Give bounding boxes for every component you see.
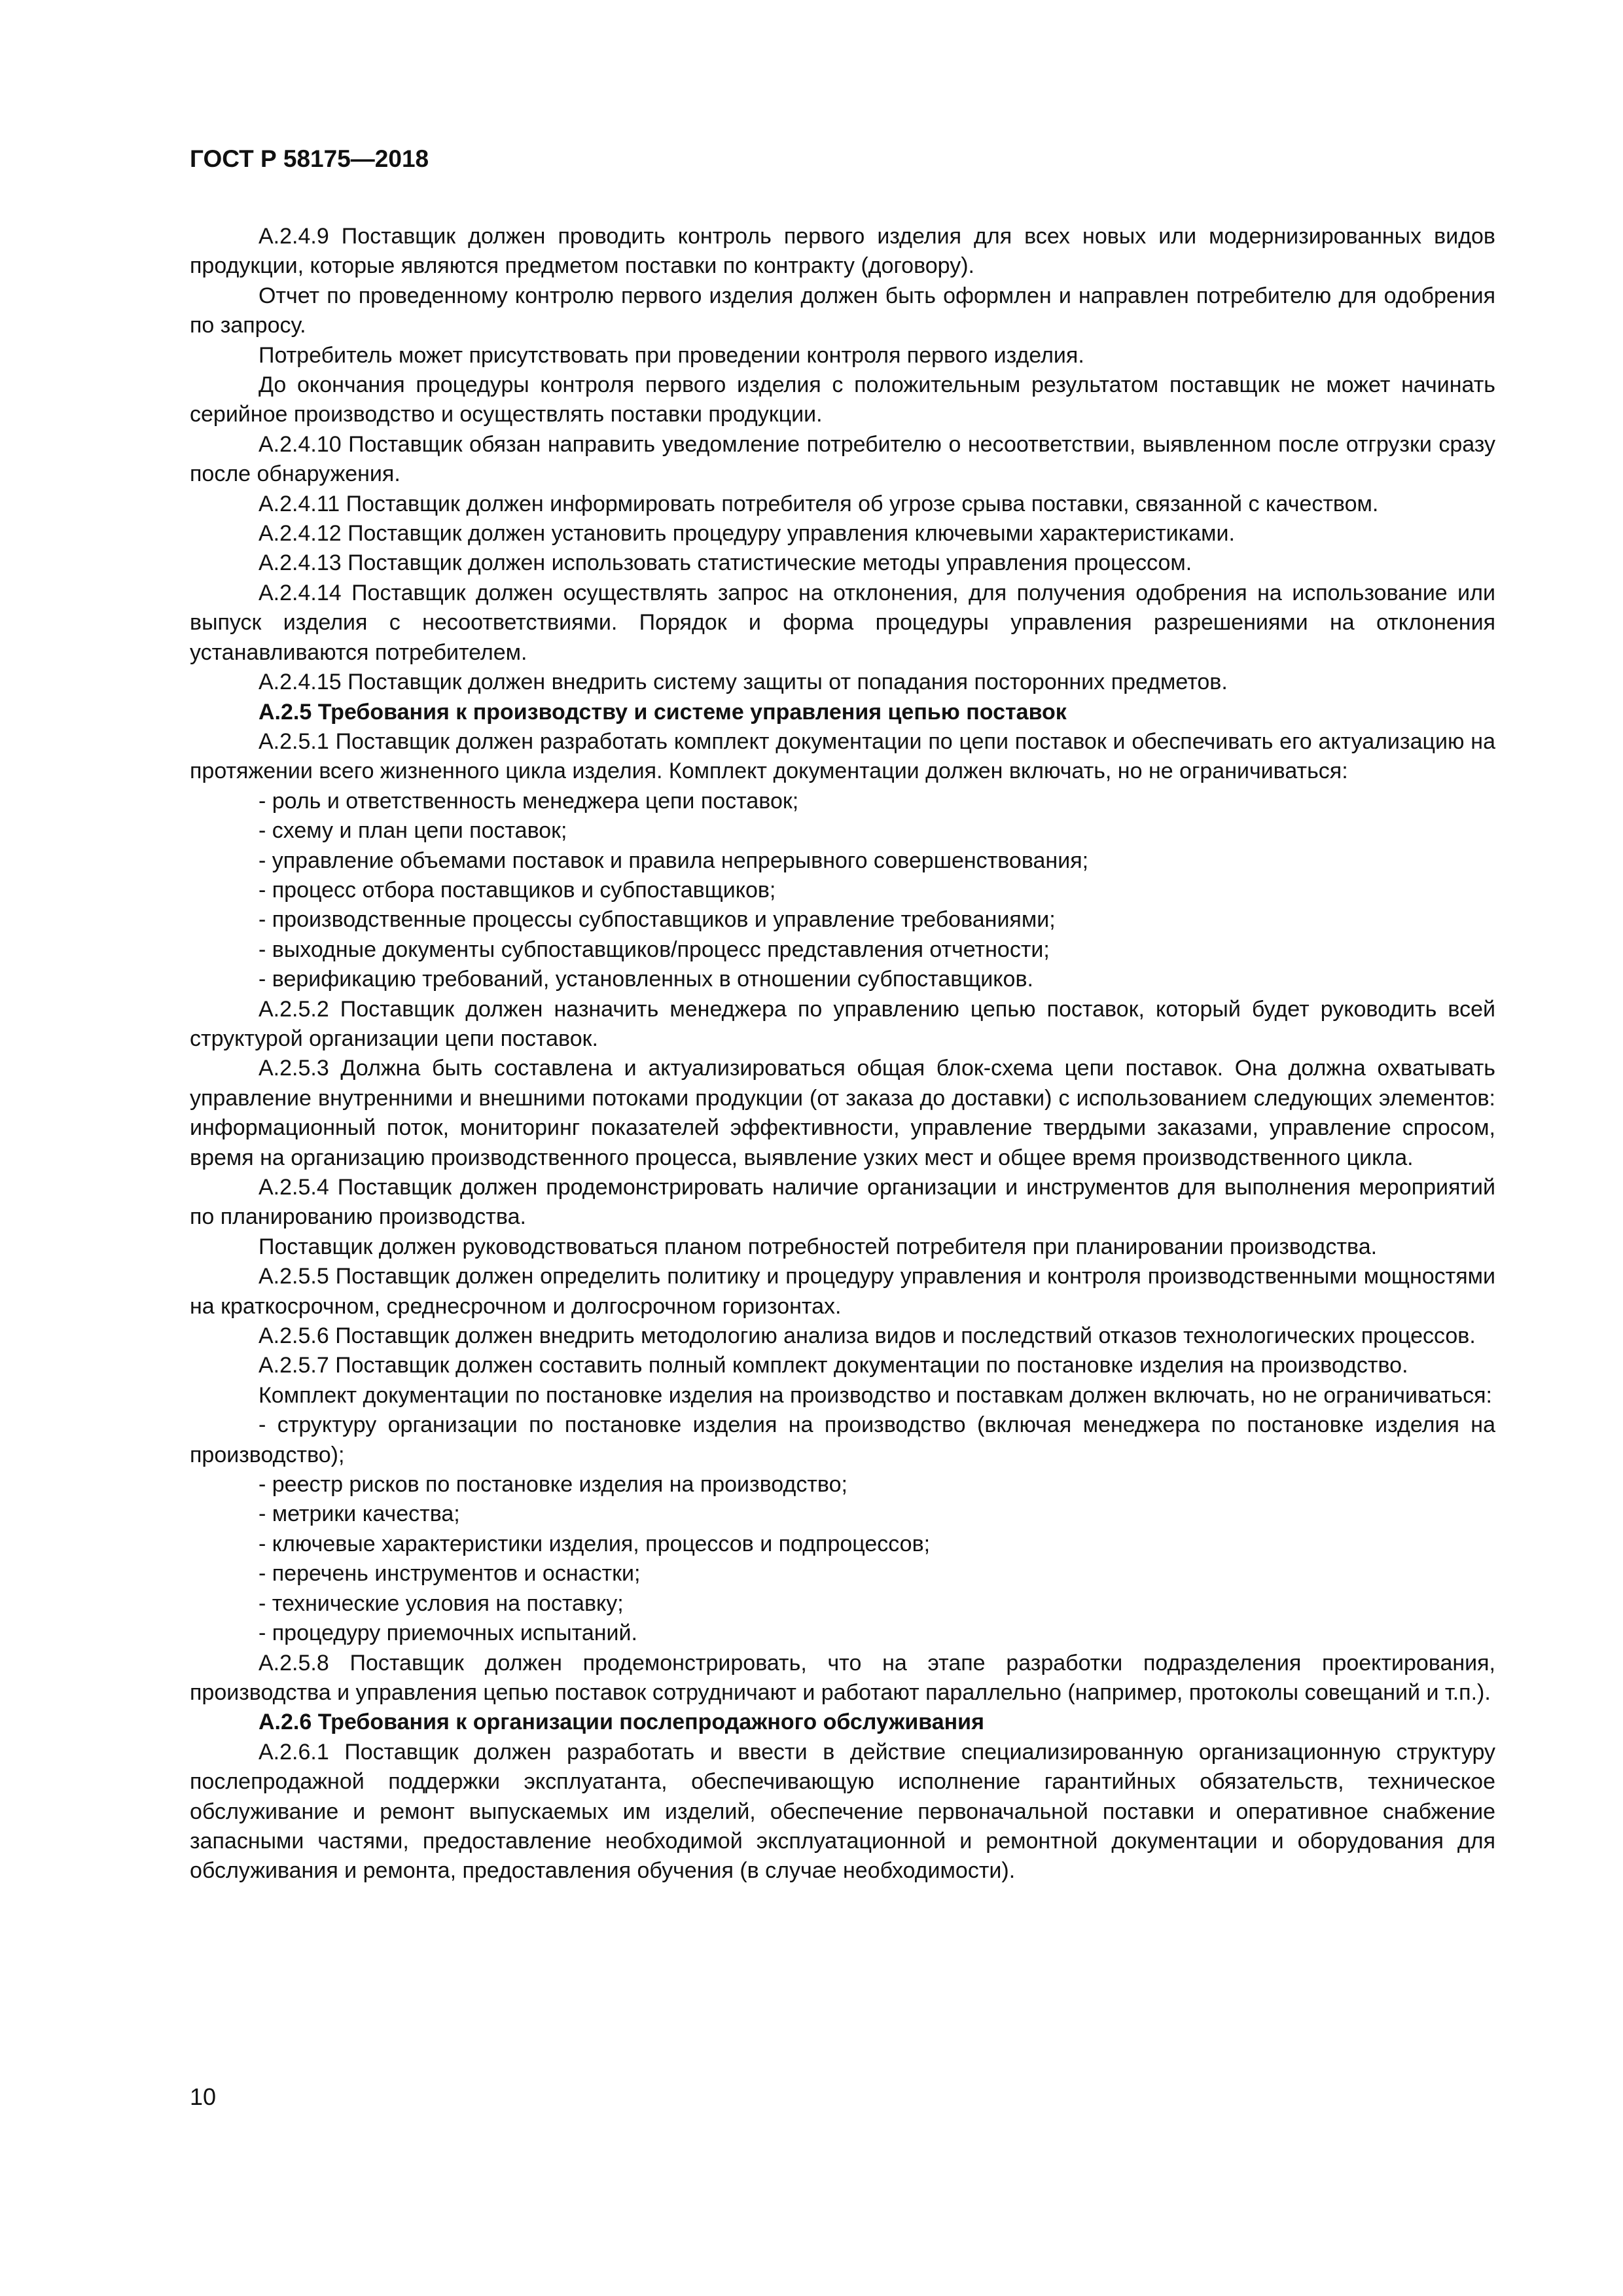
paragraph: А.2.4.12 Поставщик должен установить процедуру управления ключевыми характеристиками. [259,521,1235,547]
paragraph: А.2.5.1 Поставщик должен разработать комплект документации по цепи поставок и обеспечивать его актуализацию на протяжении всего жизненного цикла изделия. Комплект документации должен включать, но не ограничиваться: [190,728,1495,784]
paragraph: А.2.4.10 Поставщик обязан направить уведомление потребителю о несоответствии, выявленном после отгрузки сразу после обнаружения. [190,431,1495,487]
paragraph: А.2.5.8 Поставщик должен продемонстрировать, что на этапе разработки подразделения проектирования, производства и управления цепью поставок сотрудничают и работают параллельно (например, протоколы совещаний и т.п.). [190,1650,1495,1705]
list-item: - выходные документы субпоставщиков/процесс представления отчетности; [259,937,1050,962]
paragraph: А.2.5.7 Поставщик должен составить полный комплект документации по постановке изделия на производство. [259,1353,1408,1378]
list-item: - управление объемами поставок и правила непрерывного совершенствования; [259,848,1089,873]
list-item: - перечень инструментов и оснастки; [259,1561,641,1587]
paragraph: А.2.5.2 Поставщик должен назначить менеджера по управлению цепью поставок, который будет руководить всей структурой организации цепи поставок. [190,996,1495,1051]
paragraph: Поставщик должен руководствоваться планом потребностей потребителя при планировании производства. [259,1234,1378,1259]
list-item: - схему и план цепи поставок; [259,818,567,844]
list-item: - роль и ответственность менеджера цепи поставок; [259,788,799,814]
document-header: ГОСТ Р 58175—2018 [190,145,429,172]
list-item: - верификацию требований, установленных в отношении субпоставщиков. [259,967,1033,992]
paragraph: А.2.4.14 Поставщик должен осуществлять запрос на отклонения, для получения одобрения на использование или выпуск изделия с несоответствиями. Порядок и форма процедуры управления разрешениями на отклонения устанавливаются потребителем. [190,580,1495,665]
paragraph: До окончания процедуры контроля первого изделия с положительным результатом поставщик не может начинать серийное производство и осуществлять поставки продукции. [190,372,1495,427]
section-heading: А.2.6 Требования к организации послепродажного обслуживания [259,1710,984,1735]
paragraph: А.2.5.6 Поставщик должен внедрить методологию анализа видов и последствий отказов технологических процессов. [259,1323,1476,1349]
list-item: - метрики качества; [259,1501,460,1527]
paragraph: Потребитель может присутствовать при проведении контроля первого изделия. [259,342,1084,368]
list-item: - процесс отбора поставщиков и субпоставщиков; [259,877,776,903]
list-item: - структуру организации по постановке изделия на производство (включая менеджера по постановке изделия на производство); [190,1412,1495,1467]
paragraph: А.2.4.11 Поставщик должен информировать потребителя об угрозе срыва поставки, связанной с качеством. [259,491,1379,516]
paragraph: А.2.4.9 Поставщик должен проводить контроль первого изделия для всех новых или модернизированных видов продукции, которые являются предметом поставки по контракту (договору). [190,224,1495,279]
paragraph: А.2.6.1 Поставщик должен разработать и ввести в действие специализированную организационную структуру послепродажной поддержки эксплуатанта, обеспечивающую исполнение гарантийных обязательств, техническое обслуживание и ремонт выпускаемых им изделий, обеспечение первоначальной поставки и оперативное снабжение запасными частями, предоставление необходимой эксплуатационной и ремонтной документации и оборудования для обслуживания и ремонта, предоставления обучения (в случае необходимости). [190,1739,1495,1884]
paragraph: Отчет по проведенному контролю первого изделия должен быть оформлен и направлен потребителю для одобрения по запросу. [190,283,1495,338]
paragraph: А.2.5.5 Поставщик должен определить политику и процедуру управления и контроля производственными мощностями на краткосрочном, среднесрочном и долгосрочном горизонтах. [190,1264,1495,1319]
list-item: - реестр рисков по постановке изделия на производство; [259,1472,847,1498]
paragraph: А.2.5.4 Поставщик должен продемонстрировать наличие организации и инструментов для выполнения мероприятий по планированию производства. [190,1175,1495,1230]
paragraph: А.2.5.3 Должна быть составлена и актуализироваться общая блок-схема цепи поставок. Она должна охватывать управление внутренними и внешними потоками продукции (от заказа до доставки) с использованием следующих элементов: информационный поток, мониторинг показателей эффективности, управление твердыми заказами, управление спросом, время на организацию производственного процесса, выявление узких мест и общее время производственного цикла. [190,1056,1495,1170]
page-number: 10 [190,2083,217,2110]
section-heading: А.2.5 Требования к производству и системе управления цепью поставок [259,699,1067,725]
list-item: - процедуру приемочных испытаний. [259,1621,637,1646]
paragraph: А.2.4.15 Поставщик должен внедрить систему защиты от попадания посторонних предметов. [259,670,1228,695]
list-item: - ключевые характеристики изделия, процессов и подпроцессов; [259,1531,931,1556]
paragraph: А.2.4.13 Поставщик должен использовать статистические методы управления процессом. [259,550,1192,576]
list-item: - технические условия на поставку; [259,1590,624,1616]
bullet-list [190,787,1495,995]
list-item: - производственные процессы субпоставщиков и управление требованиями; [259,907,1056,933]
bullet-list [190,1410,1495,1648]
paragraph: Комплект документации по постановке изделия на производство и поставкам должен включать, но не ограничиваться: [259,1382,1492,1408]
document-body [190,222,1495,1886]
